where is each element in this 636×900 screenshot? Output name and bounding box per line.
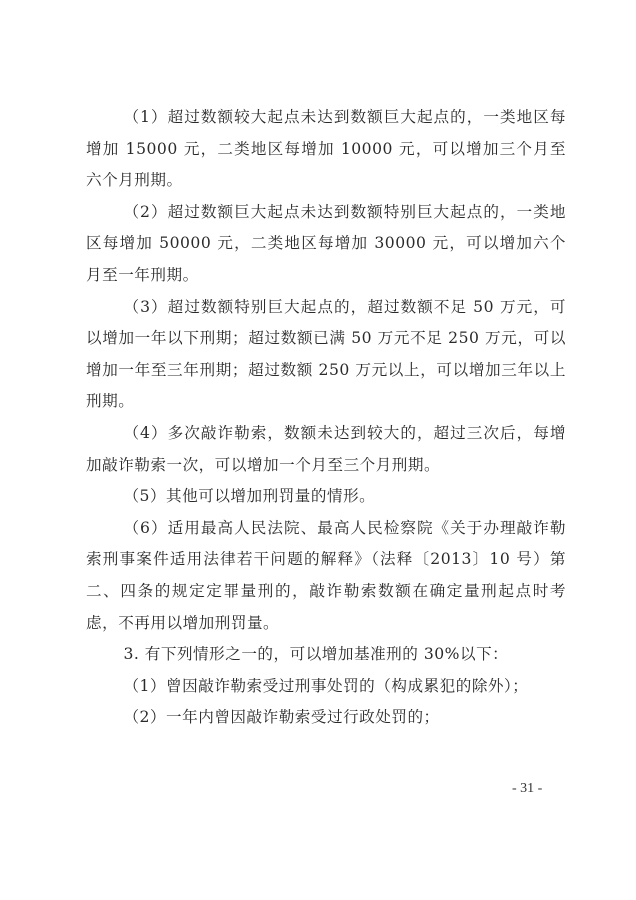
paragraph-increase-6: （6）适用最高人民法院、最高人民检察院《关于办理敲诈勒索刑事案件适用法律若干问题的解释》（法释〔2013〕10 号）第二、四条的规定定罪量刑的，敲诈勒索数额在确定量刑起点时考虑，不再用以增加刑罚量。 <box>86 518 566 632</box>
paragraph-section-3-heading: 3. 有下列情形之一的，可以增加基准刑的 30%以下： <box>123 645 509 664</box>
paragraph-increase-3: （3）超过数额特别巨大起点的，超过数额不足 50 万元，可以增加一年以下刑期；超过数额已满 50 万元不足 250 万元，可以增加一年至三年刑期；超过数额 250 万元以上，可以增加三年以上刑期。 <box>86 297 566 411</box>
page-number: - 31 - <box>512 781 543 796</box>
paragraph-increase-1: （1）超过数额较大起点未达到数额巨大起点的，一类地区每增加 15000 元，二类地区每增加 10000 元，可以增加三个月至六个月刑期。 <box>86 108 566 190</box>
paragraph-increase-4: （4）多次敲诈勒索，数额未达到较大的，超过三次后，每增加敲诈勒索一次，可以增加一个月至三个月刑期。 <box>86 423 566 474</box>
paragraph-increase-5: （5）其他可以增加刑罚量的情形。 <box>123 487 376 506</box>
paragraph-section-3-item-1: （1）曾因敲诈勒索受过刑事处罚的（构成累犯的除外）； <box>123 676 529 695</box>
paragraph-section-3-item-2: （2）一年内曾因敲诈勒索受过行政处罚的； <box>123 708 440 727</box>
document-body <box>86 102 566 734</box>
paragraph-increase-2: （2）超过数额巨大起点未达到数额特别巨大起点的，一类地区每增加 50000 元，二类地区每增加 30000 元，可以增加六个月至一年刑期。 <box>86 202 566 284</box>
